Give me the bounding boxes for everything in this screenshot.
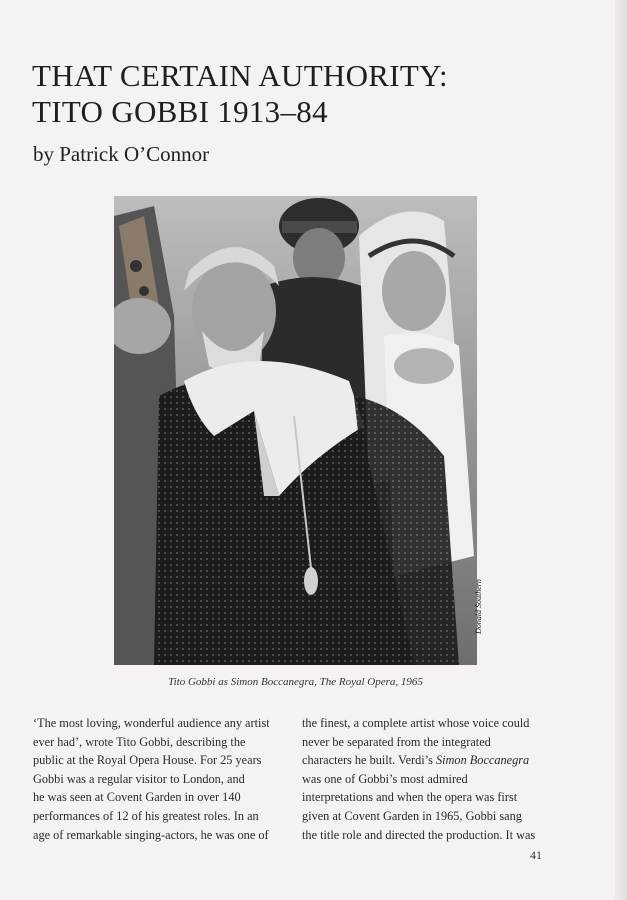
- body-line: performances of 12 of his greatest roles. In an: [33, 808, 259, 823]
- body-column-right: [302, 714, 564, 844]
- title-line-1: THAT CERTAIN AUTHORITY:: [32, 58, 448, 93]
- page-edge: [615, 0, 627, 900]
- photo-caption: Tito Gobbi as Simon Boccanegra, The Royal Opera, 1965: [168, 676, 423, 688]
- body-line: interpretations and when the opera was first: [302, 790, 518, 805]
- body-line: [302, 751, 564, 770]
- body-line: public at the Royal Opera House. For 25 years: [33, 753, 262, 768]
- byline: by Patrick O’Connor: [33, 142, 210, 166]
- body-text: characters he built. Verdi’s: [302, 753, 436, 768]
- body-line: the title role and directed the production. It was: [302, 827, 536, 842]
- article-title: [32, 58, 592, 130]
- body-line: age of remarkable singing-actors, he was one of: [33, 827, 269, 842]
- body-line: never be separated from the integrated: [302, 734, 491, 749]
- photo-credit: Donald Southern: [474, 579, 483, 634]
- body-column-left: [33, 714, 295, 844]
- photo-illustration: [114, 196, 477, 665]
- body-line: ‘The most loving, wonderful audience any artist: [33, 716, 270, 730]
- body-line: he was seen at Covent Garden in over 140: [33, 790, 241, 805]
- body-line: ever had’, wrote Tito Gobbi, describing the: [33, 734, 246, 749]
- body-line: was one of Gobbi’s most admired: [302, 771, 468, 786]
- opera-title: Simon Boccanegra: [435, 753, 530, 768]
- title-line-2: TITO GOBBI 1913–84: [32, 94, 328, 129]
- page-number: 41: [530, 848, 542, 862]
- performance-photo: [114, 196, 477, 665]
- body-line: Gobbi was a regular visitor to London, and: [33, 771, 245, 786]
- body-line: given at Covent Garden in 1965, Gobbi sang: [302, 808, 522, 823]
- body-line: the finest, a complete artist whose voice could: [302, 716, 530, 730]
